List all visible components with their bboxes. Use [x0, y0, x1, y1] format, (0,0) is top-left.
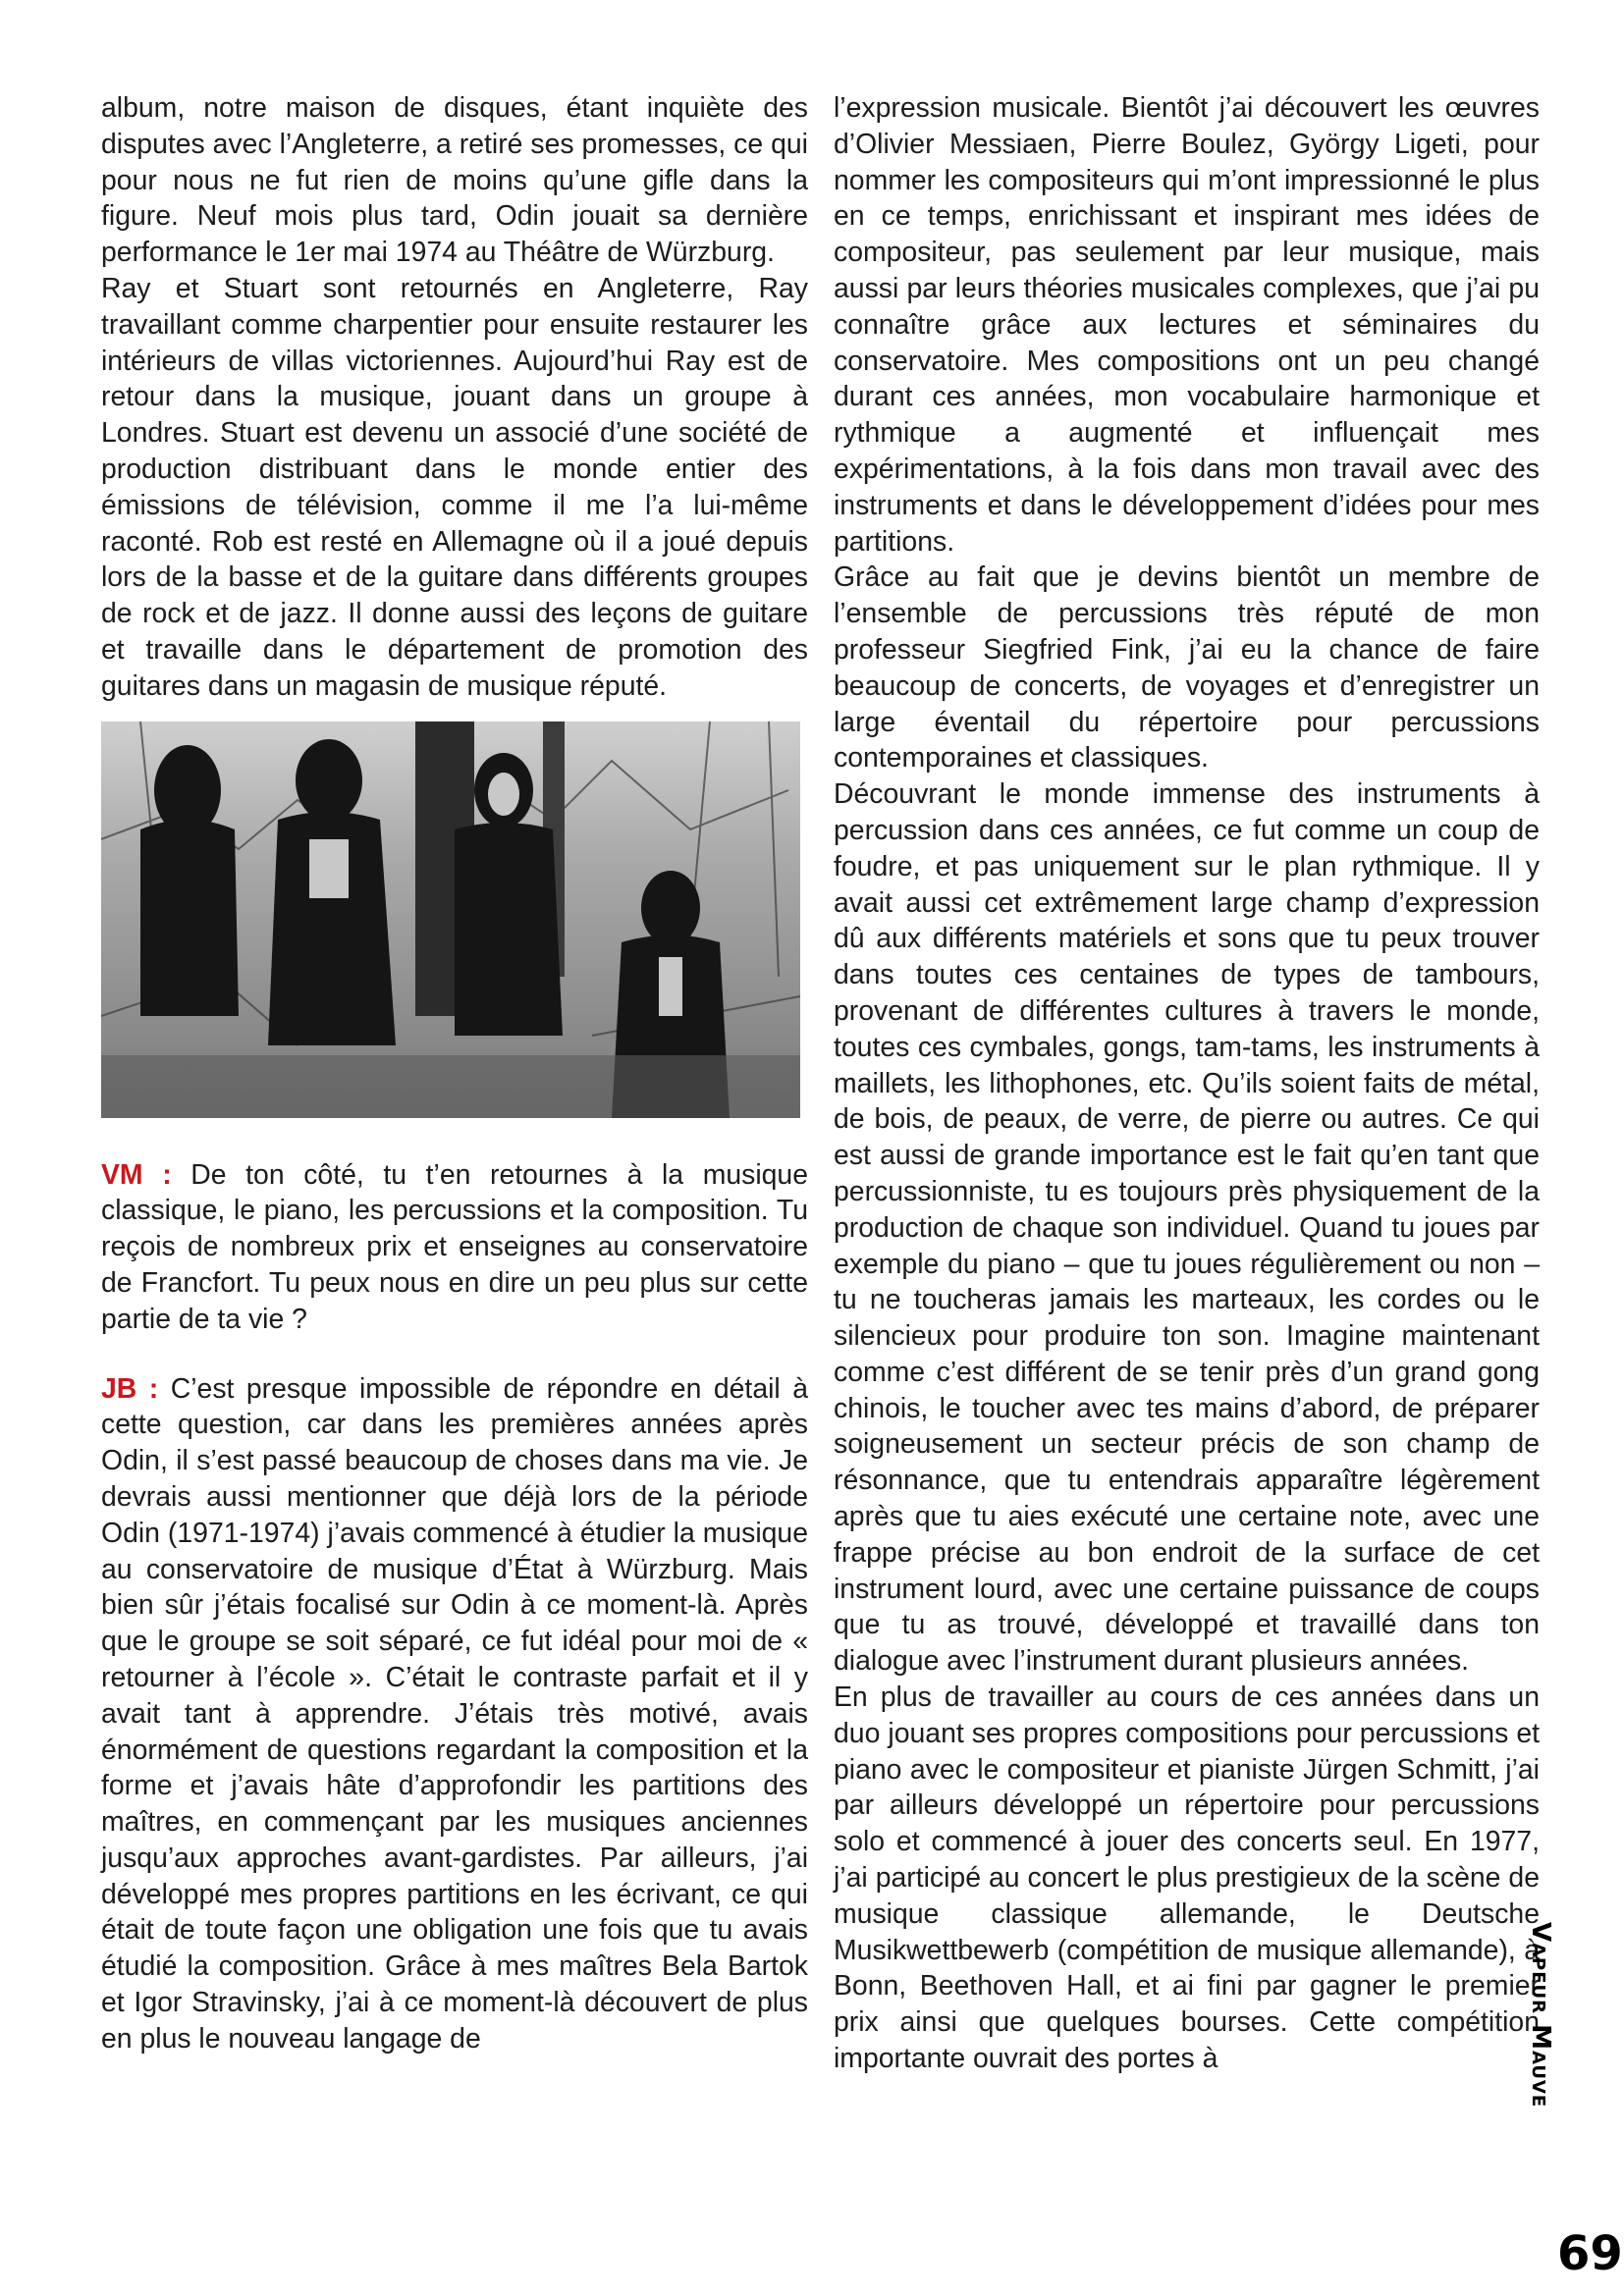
band-photo-illustration: [101, 721, 800, 1118]
right-column: [834, 90, 1540, 2077]
paragraph-intro-2: Ray et Stuart sont retournés en Angleterre, Ray travaillant comme charpentier pour ensuite restaurer les intérieurs de villas victoriennes. Aujourd’hui Ray est de retour dans la musique, jouant dans un groupe à Londres. Stuart est devenu un associé d’une société de production distribuant dans le monde entier des émissions de télévision, comme il me l’a lui-même raconté. Rob est resté en Allemagne où il a joué depuis lors de la basse et de la guitare dans différents groupes de rock et de jazz. Il donne aussi des leçons de guitare et travaille dans le département de promotion des guitares dans un magasin de musique réputé.: [101, 272, 808, 702]
band-photo: [101, 721, 800, 1118]
paragraph-right-1: l’expression musicale. Bientôt j’ai découvert les œuvres d’Olivier Messiaen, Pierre Boulez, György Ligeti, pour nommer les compositeurs qui m’ont impressionné le plus en ce temps, enrichissant et inspirant mes idées de compositeur, pas seulement par leur musique, mais aussi par leurs théories musicales complexes, que j’ai pu connaître grâce aux lectures et séminaires du conservatoire. Mes compositions ont un peu changé durant ces années, mon vocabulaire harmonique et rythmique a augmenté et influençait mes expérimentations, à la fois dans mon travail avec des instruments et dans le développement d’idées pour mes partitions.: [834, 92, 1540, 558]
paragraph-intro-1: album, notre maison de disques, étant inquiète des disputes avec l’Angleterre, a retiré ses promesses, ce qui pour nous ne fut rien de moins qu’une gifle dans la figure. Neuf mois plus tard, Odin jouait sa dernière performance le 1er mai 1974 au Théâtre de Würzburg.: [101, 92, 808, 269]
page-number: 69: [1557, 2226, 1623, 2281]
paragraph-right-4: En plus de travailler au cours de ces années dans un duo jouant ses propres compositions pour percussions et piano avec le compositeur et pianiste Jürgen Schmitt, j’ai par ailleurs développé un répertoire pour percussions solo et commencé à jouer des concerts seul. En 1977, j’ai participé au concert le plus prestigieux de la scène de musique classique allemande, le Deutsche Musikwettbewerb (compétition de musique allemande), à Bonn, Beethoven Hall, et ai fini par gagner le premier prix ainsi que quelques bourses. Cette compétition importante ouvrait des portes à: [834, 1682, 1540, 2075]
magazine-title: Vapeur Mauve: [1526, 1922, 1555, 2109]
jb-answer-text: C’est presque impossible de répondre en détail à cette question, car dans les premières années après Odin, il s’est passé beaucoup de choses dans ma vie. Je devrais aussi mentionner que déjà lors de la période Odin (1971-1974) j’avais commencé à étudier la musique au conservatoire de musique d’État à Würzburg. Mais bien sûr j’étais focalisé sur Odin à ce moment-là. Après que le groupe se soit séparé, ce fut idéal pour moi de « retourner à l’école ». C’était le contraste parfait et il y avait tant à apprendre. J’étais très motivé, avais énormément de questions regardant la composition et la forme et j’avais hâte d’approfondir les partitions des maîtres, en commençant par les musiques anciennes jusqu’aux approches avant-gardistes. Par ailleurs, j’ai développé mes propres partitions en les écrivant, ce qui était de toute façon une obligation une fois que tu avais étudié la composition. Grâce à mes maîtres Bela Bartok et Igor Stravinsky, j’ai à ce moment-là découvert de plus en plus le nouveau langage de: [101, 1372, 808, 2055]
paragraph-right-2: Grâce au fait que je devins bientôt un membre de l’ensemble de percussions très réputé de mon professeur Siegfried Fink, j’ai eu la chance de faire beaucoup de concerts, de voyages et d’enregistrer un large éventail du répertoire pour percussions contemporaines et classiques.: [834, 561, 1540, 774]
jb-answer: [101, 1371, 808, 2057]
paragraph-right-3: Découvrant le monde immense des instruments à percussion dans ces années, ce fut comme un coup de foudre, et pas uniquement sur le plan rythmique. Il y avait aussi cet extrêmement large champ d’expression dû aux différents matériels et sons que tu peux trouver dans toutes ces centaines de types de tambours, provenant de différentes cultures à travers le monde, toutes ces cymbales, gongs, tam-tams, les instruments à maillets, les lithophones, etc. Qu’ils soient faits de métal, de bois, de peaux, de verre, de pierre ou autres. Ce qui est aussi de grande importance est le fait qu’en tant que percussionniste, tu es toujours près physiquement de la production de chaque son individuel. Quand tu joues par exemple du piano – que tu joues régulièrement ou non – tu ne toucheras jamais les marteaux, les cordes ou le silencieux pour produire ton son. Imagine maintenant comme c’est différent de se tenir près d’un grand gong chinois, le toucher avec tes mains d’abord, de préparer soigneusement un secteur précis de son champ de résonnance, que tu entendrais apparaître légèrement après que tu aies exécuté une certaine note, avec une frappe précise au bon endroit de la surface de cet instrument lourd, avec une certaine puissance de coups que tu as trouvé, développé et travaillé dans ton dialogue avec l’instrument durant plusieurs années.: [834, 778, 1540, 1678]
vm-question: [101, 1157, 808, 1338]
speaker-vm: VM :: [101, 1158, 172, 1191]
left-column: [101, 90, 808, 2057]
speaker-jb: JB :: [101, 1372, 159, 1405]
vm-question-text: De ton côté, tu t’en retournes à la musique classique, le piano, les percussions et la composition. Tu reçois de nombreux prix et enseignes au conservatoire de Francfort. Tu peux nous en dire un peu plus sur cette partie de ta vie ?: [101, 1158, 808, 1335]
